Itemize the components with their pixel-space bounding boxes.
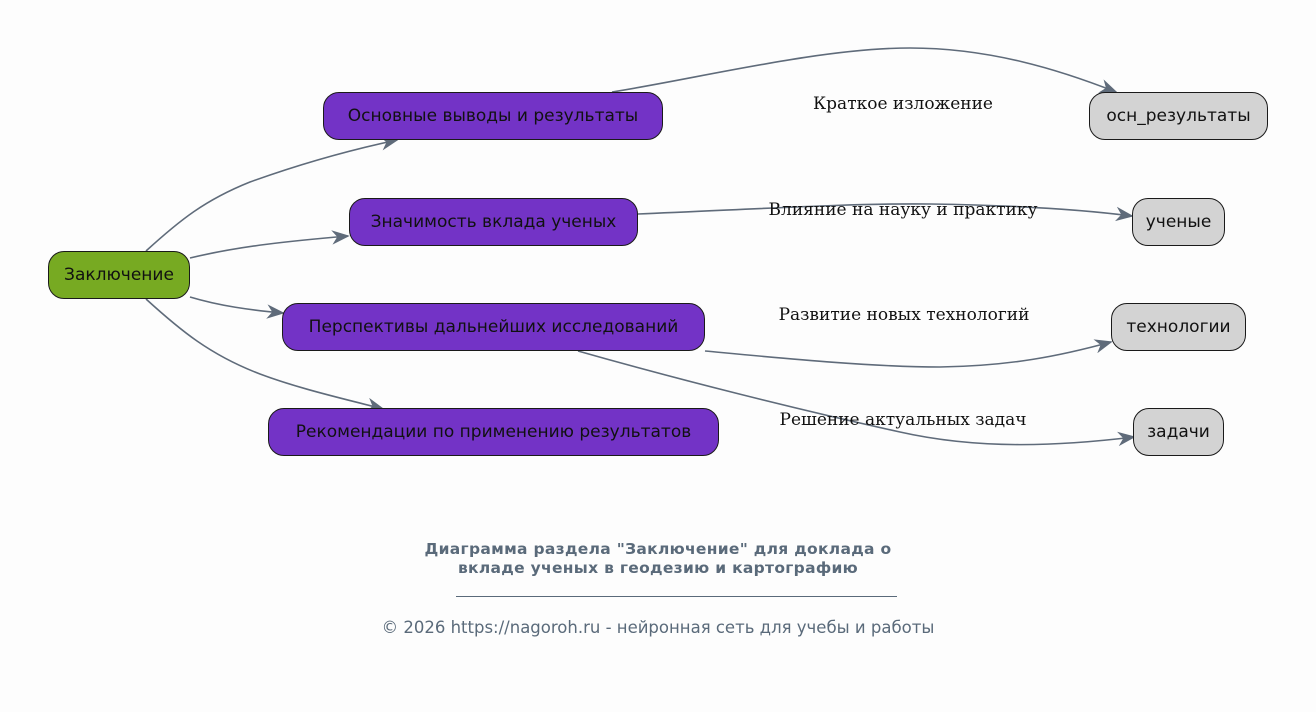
target-node-scientists[interactable]: ученые — [1132, 198, 1225, 246]
edge-label-summary: Краткое изложение — [813, 94, 993, 114]
copyright-footer: © 2026 https://nagoroh.ru - нейронная сеть для учебы и работы — [381, 618, 935, 637]
section-node-recommendations[interactable]: Рекомендации по применению результатов — [268, 408, 719, 456]
root-node-conclusion[interactable]: Заключение — [48, 251, 190, 299]
target-node-osn-results[interactable]: осн_результаты — [1089, 92, 1268, 140]
section-node-significance[interactable]: Значимость вклада ученых — [349, 198, 638, 246]
caption-title-line-1: Диаграмма раздела "Заключение" для доклада о — [424, 540, 892, 558]
edge-root-to-significance — [190, 236, 348, 258]
edge-label-impact: Влияние на науку и практику — [768, 200, 1038, 220]
edge-label-tasks: Решение актуальных задач — [779, 410, 1027, 430]
section-node-conclusions[interactable]: Основные выводы и результаты — [323, 92, 663, 140]
section-node-perspectives[interactable]: Перспективы дальнейших исследований — [282, 303, 705, 351]
edge-root-to-perspectives — [190, 297, 283, 313]
target-node-technologies[interactable]: технологии — [1111, 303, 1246, 351]
diagram-caption — [0, 540, 1316, 578]
caption-title-line-2: вкладе ученых в геодезию и картографию — [457, 559, 859, 577]
edge-conclusions-to-osn — [612, 48, 1116, 92]
target-node-tasks[interactable]: задачи — [1133, 408, 1224, 456]
edge-perspectives-to-technologies — [705, 342, 1111, 367]
caption-divider — [456, 596, 897, 597]
edge-label-technologies: Развитие новых технологий — [778, 305, 1030, 325]
